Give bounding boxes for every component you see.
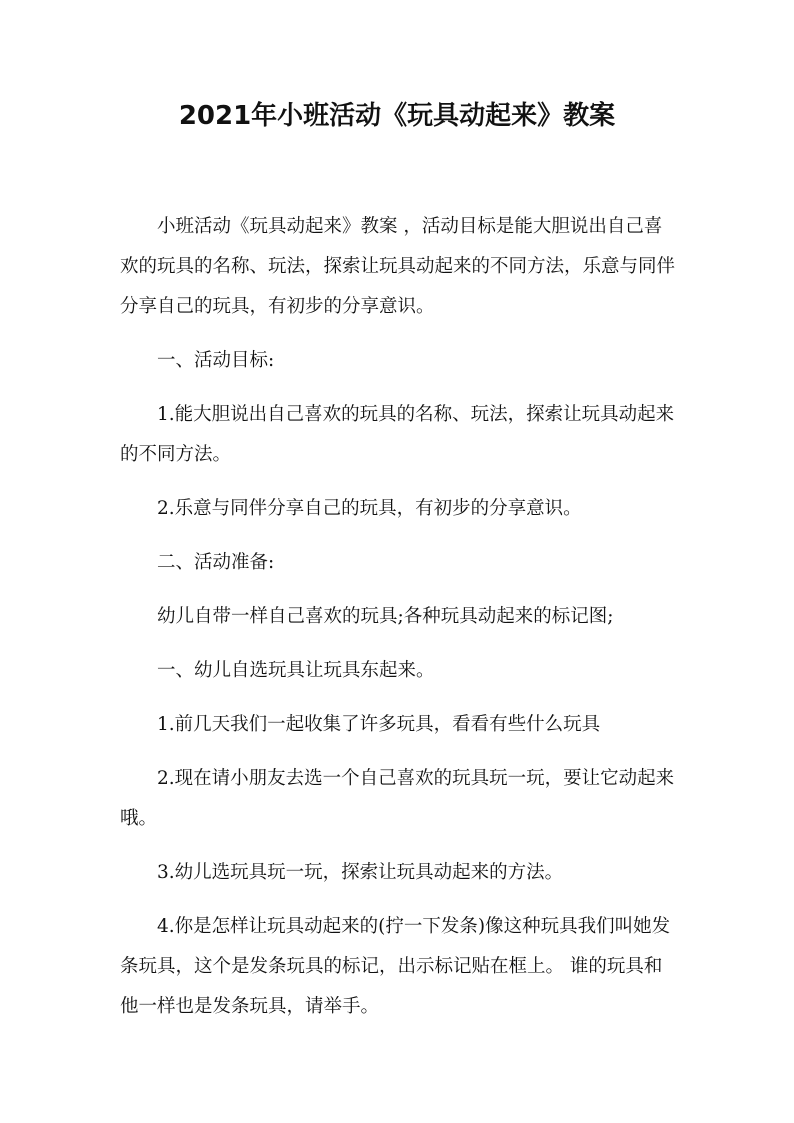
section-heading-preparation: 二、活动准备:: [157, 552, 275, 573]
process-step-3: 3.幼儿选玩具玩一玩，探索让玩具动起来的方法。: [157, 862, 564, 883]
process-step-4: 4.你是怎样让玩具动起来的(拧一下发条)像这种玩具我们叫她发条玩具，这个是发条玩具的标记，出示标记贴在框上。 谁的玩具和他一样也是发条玩具，请举手。: [120, 916, 671, 1017]
objective-item-1: 1.能大胆说出自己喜欢的玩具的名称、玩法，探索让玩具动起来的不同方法。: [120, 404, 675, 465]
document-body: [120, 207, 676, 1027]
objective-item-2: 2.乐意与同伴分享自己的玩具，有初步的分享意识。: [157, 498, 582, 519]
section-heading-process: 一、幼儿自选玩具让玩具东起来。: [157, 660, 435, 681]
paragraph-intro: 小班活动《玩具动起来》教案 ，活动目标是能大胆说出自己喜欢的玩具的名称、玩法，探索让玩具动起来的不同方法，乐意与同伴分享自己的玩具，有初步的分享意识。: [120, 216, 676, 317]
process-step-1: 1.前几天我们一起收集了许多玩具，看看有些什么玩具: [157, 714, 601, 735]
process-step-2: 2.现在请小朋友去选一个自己喜欢的玩具玩一玩，要让它动起来哦。: [120, 768, 675, 829]
preparation-text: 幼儿自带一样自己喜欢的玩具;各种玩具动起来的标记图;: [157, 606, 614, 627]
section-heading-objectives: 一、活动目标:: [157, 350, 275, 371]
document-title: 2021年小班活动《玩具动起来》教案: [178, 101, 616, 131]
